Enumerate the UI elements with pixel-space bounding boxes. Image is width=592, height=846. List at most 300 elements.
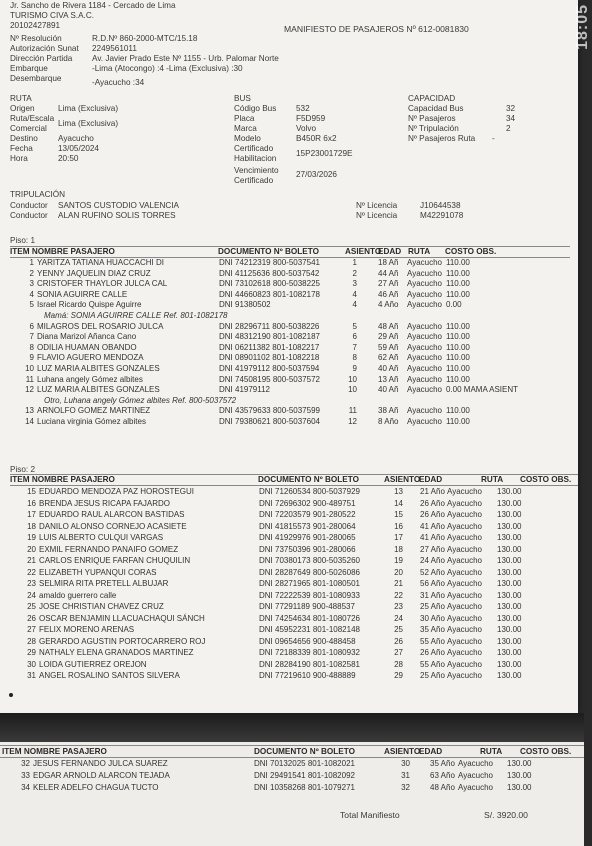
document-ticket: DNI 74254634 801-1080726 (259, 613, 360, 623)
table-row (0, 385, 584, 395)
auth-label: Autorización Sunat (10, 44, 79, 53)
age: 40 Añ (378, 364, 399, 373)
passenger-name: CARLOS ENRIQUE FARFAN CHUQUILIN (39, 556, 191, 565)
document-ticket: DNI 28296711 800-5038226 (219, 321, 320, 331)
document-ticket: DNI 10358268 801-1079271 (254, 783, 355, 792)
col-asiento: ASIENTO (384, 475, 421, 484)
passenger-name: EDGAR ARNOLD ALARCON TEJADA (33, 771, 170, 780)
route: Ayacucho (407, 300, 442, 310)
item-number: 19 (27, 533, 36, 542)
cost: 0.00 (446, 300, 462, 310)
capacity-title: CAPACIDAD (408, 94, 456, 103)
seat-number: 31 (401, 771, 410, 780)
cost: 130.00 (497, 613, 522, 623)
crew-title: TRIPULACIÓN (10, 190, 66, 199)
seat-number: 12 (348, 417, 357, 426)
table-row (0, 648, 584, 658)
passenger-name: ANGEL ROSALINO SANTOS SILVERA (39, 671, 180, 680)
crew-name-1: SANTOS CUSTODIO VALENCIA (58, 201, 180, 210)
age: 48 Añ (378, 321, 399, 331)
passenger-name: Luhana angely Gómez albites (37, 374, 143, 384)
placa-value: F5D959 (296, 114, 326, 123)
passenger-name: DANILO ALONSO CORNEJO ACASIETE (39, 521, 187, 531)
marca-label: Marca (234, 124, 257, 133)
col-doc: DOCUMENTO Nº BOLETO (218, 247, 319, 256)
table-row (0, 522, 584, 532)
col-item: ITEM NOMBRE PASAJERO (2, 747, 107, 756)
age: 26 Año (420, 510, 445, 519)
document-ticket: DNI 73102618 800-5038225 (219, 279, 320, 289)
item-number: 5 (29, 300, 34, 310)
route: Ayacucho (458, 783, 493, 792)
col-costo: COSTO OBS. (445, 247, 497, 256)
document-ticket: DNI 44660823 801-1082178 (219, 289, 320, 299)
document-ticket: DNI 74508195 800-5037572 (219, 374, 320, 384)
table-row (0, 364, 584, 374)
passenger-name: EDUARDO MENDOZA PAZ HOROSTEGUI (39, 487, 194, 496)
route: Ayacucho (447, 556, 482, 565)
cost: 130.00 (497, 498, 522, 508)
item-number: 21 (27, 556, 36, 565)
table-row (0, 759, 584, 769)
document-ticket: DNI 71260534 800-5037929 (259, 487, 360, 496)
des-value: -Ayacucho :34 (92, 78, 145, 87)
route: Ayacucho (407, 385, 442, 395)
age: 26 Año (420, 648, 445, 657)
modelo-label: Modelo (234, 134, 261, 143)
destino-label: Destino (10, 134, 38, 143)
table-row (0, 499, 584, 509)
seat-number: 17 (394, 533, 403, 542)
table-row (0, 343, 584, 353)
dir-label: Dirección Partida (10, 54, 73, 63)
resolution-label: Nº Resolución (10, 34, 62, 43)
seat-number: 5 (352, 321, 357, 331)
cost: 130.00 (507, 783, 532, 792)
route: Ayacucho (407, 353, 442, 363)
age: 24 Año (420, 556, 445, 565)
table-row (0, 602, 584, 612)
age: 62 Añ (378, 353, 399, 363)
route: Ayacucho (447, 590, 482, 600)
item-number: 16 (27, 498, 36, 508)
age: 44 Añ (378, 268, 399, 278)
venc-label: Vencimiento Certificado (234, 166, 279, 185)
document-ticket: DNI 74212319 800-5037541 (219, 258, 320, 267)
age: 18 Añ (378, 258, 399, 267)
route: Ayacucho (407, 406, 442, 416)
seat-number: 4 (352, 300, 357, 310)
item-number: 25 (27, 602, 36, 611)
seat-number: 25 (394, 625, 403, 634)
seat-number: 30 (401, 759, 410, 768)
document-ticket: DNI 28287649 800-5026086 (259, 567, 360, 577)
document-ticket: DNI 70380173 800-5035260 (259, 556, 360, 565)
table-row (0, 406, 584, 416)
route: Ayacucho (447, 636, 482, 646)
passenger-name: CRISTOFER THAYLOR JULCA CAL (37, 279, 168, 289)
timestamp-watermark: 18:05 (574, 4, 591, 50)
age: 63 Año (430, 771, 455, 780)
table-row (0, 487, 584, 497)
dir-value: Av. Javier Prado Este Nº 1155 - Urb. Palomar Norte (92, 54, 279, 63)
total-value: S/. 3920.00 (484, 810, 528, 820)
codigo-label: Código Bus (234, 104, 277, 113)
escala-label: Ruta/Escala Comercial (10, 114, 55, 133)
age: 52 Año (420, 567, 445, 577)
document-ticket: DNI 45952231 801-1082148 (259, 625, 360, 634)
age: 55 Año (420, 636, 445, 646)
seat-number: 4 (352, 289, 357, 299)
route: Ayacucho (407, 332, 442, 342)
seat-number: 13 (394, 487, 403, 496)
col-ruta: RUTA (408, 247, 431, 256)
divider (0, 757, 584, 758)
route: Ayacucho (407, 364, 442, 373)
crew-lic-label-2: Nº Licencia (356, 211, 398, 220)
col-item: ITEM NOMBRE PASAJERO (10, 475, 115, 484)
cost: 130.00 (507, 759, 532, 768)
seat-number: 23 (394, 602, 403, 611)
table-row (0, 783, 584, 793)
passenger-name: EDUARDO RAUL ALARCON BASTIDAS (39, 510, 185, 519)
age: 41 Año (420, 521, 445, 531)
fecha-label: Fecha (10, 144, 33, 153)
seat-number: 10 (348, 385, 357, 395)
item-number: 32 (21, 759, 30, 768)
passenger-name: YENNY JAQUELIN DIAZ CRUZ (37, 268, 151, 278)
age: 59 Añ (378, 342, 399, 352)
cert-value: 15P23001729E (296, 149, 353, 158)
table-row (0, 510, 584, 520)
route: Ayacucho (407, 258, 442, 267)
note-text: Otro, Luhana angely Gómez albites Ref. 800-5037572 (44, 395, 237, 405)
route: Ayacucho (407, 289, 442, 299)
total-label: Total Manifiesto (340, 810, 400, 820)
age: 30 Año (420, 613, 445, 623)
table-row (0, 660, 584, 670)
passenger-name: OSCAR BENJAMIN LLACUACHAQUI SÁNCH (39, 613, 205, 623)
seat-number: 6 (352, 332, 357, 342)
passenger-name: NATHALY ELENA GRANADOS MARTINEZ (39, 648, 194, 657)
cap-pas-label: Nº Pasajeros (408, 114, 456, 123)
item-number: 18 (27, 521, 36, 531)
age: 29 Añ (378, 332, 399, 342)
table-row (0, 353, 584, 363)
cost: 130.00 (497, 602, 522, 611)
age: 27 Añ (378, 279, 399, 289)
bullet-mark (9, 693, 13, 697)
table-row (0, 269, 584, 279)
seat-number: 16 (394, 521, 403, 531)
cost: 130.00 (497, 625, 522, 634)
col-edad: EDAD (419, 747, 443, 756)
col-doc: DOCUMENTO Nº BOLETO (254, 747, 355, 756)
route: Ayacucho (447, 510, 482, 519)
route: Ayacucho (407, 374, 442, 384)
route: Ayacucho (458, 759, 493, 768)
cost: 110.00 (446, 321, 470, 331)
document-ticket: DNI 41125636 800-5037542 (219, 268, 320, 278)
cap-ruta-label: Nº Pasajeros Ruta (408, 134, 476, 143)
age: 55 Año (420, 659, 445, 669)
route: Ayacucho (447, 671, 482, 680)
origen-value: Lima (Exclusiva) (58, 104, 119, 113)
item-number: 9 (29, 353, 34, 363)
document-ticket: DNI 09654656 900-488458 (259, 636, 356, 646)
item-number: 30 (27, 659, 36, 669)
cost: 130.00 (497, 567, 522, 577)
route: Ayacucho (447, 659, 482, 669)
emb-value: -Lima (Atocongo) :4 -Lima (Exclusiva) :30 (92, 64, 243, 73)
cost: 130.00 (497, 544, 522, 554)
document-ticket: DNI 70132025 801-1082021 (254, 759, 355, 768)
escala-value: Lima (Exclusiva) (58, 119, 119, 128)
item-number: 22 (27, 567, 36, 577)
cost: 110.00 (446, 374, 470, 384)
seat-number: 21 (394, 579, 403, 588)
item-number: 14 (25, 417, 34, 426)
auth-value: 2249561011 (92, 44, 137, 53)
document-ticket: DNI 91380502 (219, 300, 271, 310)
piso-2-label: Piso: 2 (10, 465, 36, 474)
table-row (0, 290, 584, 300)
cert-label: Certificado Habilitacion (234, 144, 277, 163)
cost: 110.00 (446, 406, 470, 416)
item-number: 33 (21, 771, 30, 780)
cost: 110.00 (446, 342, 470, 352)
origen-label: Origen (10, 104, 35, 113)
item-number: 26 (27, 613, 36, 623)
emb-label: Embarque (10, 64, 48, 73)
seat-number: 14 (394, 498, 403, 508)
col-doc: DOCUMENTO Nº BOLETO (258, 475, 359, 484)
age: 35 Año (420, 625, 445, 634)
crew-name-2: ALAN RUFINO SOLIS TORRES (58, 211, 176, 220)
route-title: RUTA (10, 94, 32, 103)
manifest-page-2 (0, 742, 584, 846)
item-number: 31 (27, 671, 36, 680)
crew-role-1: Conductor (10, 201, 48, 210)
age: 35 Año (430, 759, 455, 768)
item-number: 11 (25, 374, 34, 384)
seat-number: 3 (352, 279, 357, 289)
passenger-name: LUZ MARIA ALBITES GONZALES (37, 385, 160, 395)
passenger-name: SELMIRA RITA PRETELL ALBUJAR (39, 579, 169, 588)
page-gap (0, 713, 584, 742)
col-ruta: RUTA (481, 475, 504, 484)
item-number: 12 (25, 385, 34, 395)
route: Ayacucho (407, 342, 442, 352)
seat-number: 2 (352, 268, 357, 278)
manifest-number: MANIFIESTO DE PASAJEROS Nº 612-0081830 (284, 24, 469, 34)
cost: 130.00 (497, 636, 522, 646)
cost: 130.00 (497, 521, 522, 531)
passenger-name: Luciana virginia Gómez albites (37, 417, 146, 426)
seat-number: 18 (394, 544, 403, 554)
age: 46 Añ (378, 289, 399, 299)
cap-pas-value: 34 (506, 114, 516, 123)
cost: 110.00 (446, 353, 470, 363)
route: Ayacucho (447, 498, 482, 508)
item-number: 13 (25, 406, 34, 416)
piso-1-label: Piso: 1 (10, 236, 36, 245)
cost: 130.00 (497, 556, 522, 565)
passenger-name: YARITZA TATIANA HUACCACHI DI (37, 258, 164, 267)
age: 13 Añ (378, 374, 399, 384)
placa-label: Placa (234, 114, 255, 123)
hora-label: Hora (10, 154, 28, 163)
item-number: 28 (27, 636, 36, 646)
des-label: Desembarque (10, 74, 62, 83)
passenger-name: LOIDA GUTIERREZ OREJON (39, 659, 147, 669)
item-number: 15 (27, 487, 36, 496)
item-number: 23 (27, 579, 36, 588)
crew-role-2: Conductor (10, 211, 48, 220)
passenger-name: FLAVIO AGUERO MENDOZA (37, 353, 144, 363)
document-ticket: DNI 08901102 801-1082218 (219, 353, 320, 363)
item-number: 4 (29, 289, 34, 299)
passenger-note (0, 396, 584, 406)
item-number: 27 (27, 625, 36, 634)
route: Ayacucho (447, 579, 482, 588)
cost: 130.00 (497, 579, 522, 588)
table-row (0, 545, 584, 555)
table-row (0, 771, 584, 781)
passenger-name: LUZ MARIA ALBITES GONZALES (37, 364, 160, 373)
passenger-name: Israel Ricardo Quispe Aguirre (37, 300, 142, 310)
cost: 110.00 (446, 332, 470, 342)
age: 21 Año (420, 487, 445, 496)
age: 25 Año (420, 602, 445, 611)
passenger-name: Diana Marizol Añanca Cano (37, 332, 137, 342)
table-row (0, 332, 584, 342)
cost: 110.00 (446, 417, 470, 426)
passenger-name: BRENDA JESUS RICAPA FAJARDO (39, 498, 170, 508)
venc-value: 27/03/2026 (296, 170, 337, 179)
age: 27 Año (420, 544, 445, 554)
age: 48 Año (430, 783, 455, 792)
item-number: 29 (27, 648, 36, 657)
table-row (0, 579, 584, 589)
route: Ayacucho (447, 613, 482, 623)
route: Ayacucho (447, 521, 482, 531)
age: 56 Año (420, 579, 445, 588)
document-ticket: DNI 72203579 901-280522 (259, 510, 356, 519)
divider (0, 745, 584, 746)
hora-value: 20:50 (58, 154, 79, 163)
route: Ayacucho (407, 279, 442, 289)
table-row (0, 300, 584, 310)
crew-lic-2: M42291078 (420, 211, 464, 220)
seat-number: 15 (394, 510, 403, 519)
table-row (0, 637, 584, 647)
document-ticket: DNI 77219610 900-488889 (259, 671, 356, 680)
table-row (0, 279, 584, 289)
col-edad: EDAD (378, 247, 402, 256)
crew-lic-label-1: Nº Licencia (356, 201, 398, 210)
item-number: 6 (29, 321, 34, 331)
seat-number: 7 (352, 342, 357, 352)
item-number: 34 (21, 783, 30, 792)
seat-number: 1 (352, 258, 357, 267)
route: Ayacucho (447, 544, 482, 554)
cost: 130.00 (497, 671, 522, 680)
route: Ayacucho (458, 771, 493, 780)
document-ticket: DNI 73750396 901-280066 (259, 544, 356, 554)
cap-bus-value: 32 (506, 104, 516, 113)
col-asiento: ASIENTO (345, 247, 382, 256)
seat-number: 9 (352, 364, 357, 373)
col-edad: EDAD (419, 475, 443, 484)
cost: 110.00 (446, 364, 470, 373)
document-ticket: DNI 72222539 801-1080933 (259, 590, 360, 600)
divider (10, 485, 578, 486)
note-text: Mamá: SONIA AGUIRRE CALLE Ref. 801-1082178 (44, 311, 228, 320)
document-ticket: DNI 29491541 801-1082092 (254, 771, 355, 780)
age: 25 Año (420, 671, 445, 680)
seat-number: 19 (394, 556, 403, 565)
cost: 110.00 (446, 279, 470, 289)
modelo-value: B450R 6x2 (296, 134, 337, 143)
route: Ayacucho (447, 625, 482, 634)
fecha-value: 13/05/2024 (58, 144, 99, 153)
route: Ayacucho (407, 268, 442, 278)
cost: 130.00 (497, 648, 522, 657)
cap-trip-value: 2 (506, 124, 511, 133)
passenger-name: MILAGROS DEL ROSARIO JULCA (37, 321, 164, 331)
table-row (0, 625, 584, 635)
document-ticket: DNI 72188339 801-1080932 (259, 648, 360, 657)
document-ticket: DNI 77291189 900-488537 (259, 602, 355, 611)
company-ruc: 20102427891 (10, 21, 61, 30)
age: 26 Año (420, 498, 445, 508)
passenger-name: ELIZABETH YUPANQUI CORAS (39, 567, 157, 577)
document-ticket: DNI 41815573 901-280064 (259, 521, 356, 531)
item-number: 10 (25, 364, 34, 373)
passenger-name: JOSE CHRISTIAN CHAVEZ CRUZ (39, 602, 164, 611)
cost: 130.00 (497, 510, 522, 519)
seat-number: 11 (348, 406, 357, 416)
cost: 110.00 (446, 289, 470, 299)
seat-number: 28 (394, 659, 403, 669)
cost: 0.00 MAMA ASIENT (446, 385, 519, 395)
passenger-name: ODILIA HUAMAN OBANDO (37, 342, 137, 352)
table-row (0, 533, 584, 543)
route: Ayacucho (447, 487, 482, 496)
document-ticket: DNI 41979112 800-5037594 (219, 364, 320, 373)
cap-ruta-value: - (492, 134, 495, 143)
passenger-name: SONIA AGUIRRE CALLE (37, 289, 128, 299)
age: 31 Año (420, 590, 445, 600)
seat-number: 10 (348, 374, 357, 384)
table-row (0, 417, 584, 427)
passenger-note (0, 311, 584, 321)
table-row (0, 671, 584, 681)
table-row (0, 375, 584, 385)
table-row (0, 258, 584, 268)
item-number: 3 (29, 279, 34, 289)
cost: 110.00 (446, 268, 470, 278)
item-number: 8 (29, 342, 34, 352)
cost: 130.00 (497, 659, 522, 669)
route: Ayacucho (447, 533, 482, 542)
destino-value: Ayacucho (58, 134, 94, 143)
col-ruta: RUTA (480, 747, 503, 756)
passenger-name: GERARDO AGUSTIN PORTOCARRERO ROJ (39, 636, 206, 646)
document-ticket: DNI 79380621 800-5037604 (219, 417, 320, 426)
bus-title: BUS (234, 94, 251, 103)
